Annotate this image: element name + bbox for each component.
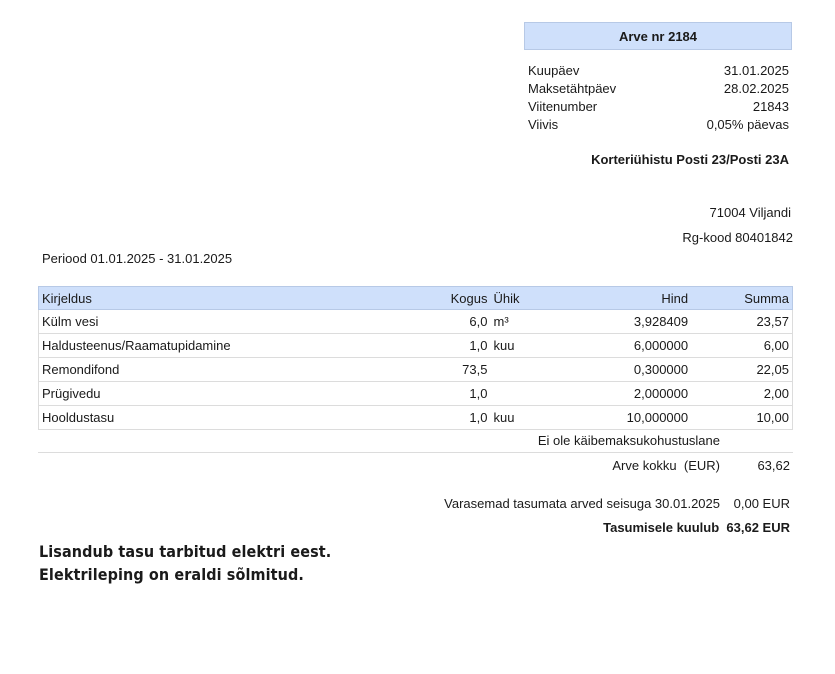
cell-description: Prügivedu bbox=[39, 382, 343, 406]
cell-description: Remondifond bbox=[39, 358, 343, 382]
divider bbox=[38, 452, 793, 453]
meta-row-reference bbox=[528, 98, 789, 116]
header-qty: Kogus bbox=[343, 287, 491, 310]
company-reg-code: Rg-kood 80401842 bbox=[682, 230, 793, 245]
electricity-note: Lisandub tasu tarbitud elektri eest. bbox=[39, 542, 332, 561]
cell-sum: 2,00 bbox=[691, 382, 792, 406]
cell-sum: 23,57 bbox=[691, 310, 792, 334]
cell-qty: 73,5 bbox=[343, 358, 491, 382]
cell-price: 2,000000 bbox=[551, 382, 691, 406]
cell-description: Hooldustasu bbox=[39, 406, 343, 430]
cell-qty: 6,0 bbox=[343, 310, 491, 334]
previous-unpaid-label: Varasemad tasumata arved seisuga 30.01.2025 bbox=[444, 496, 720, 511]
cell-price: 6,000000 bbox=[551, 334, 691, 358]
total-label: Arve kokku (EUR) bbox=[612, 458, 720, 473]
cell-qty: 1,0 bbox=[343, 406, 491, 430]
cell-price: 10,000000 bbox=[551, 406, 691, 430]
meta-value: 31.01.2025 bbox=[723, 63, 789, 78]
table-row bbox=[39, 406, 793, 430]
meta-row-penalty bbox=[528, 116, 789, 134]
cell-price: 3,928409 bbox=[551, 310, 691, 334]
vat-note: Ei ole käibemaksukohustuslane bbox=[537, 433, 720, 448]
header-unit: Ühik bbox=[490, 287, 551, 310]
company-city: 71004 Viljandi bbox=[709, 205, 791, 220]
billing-period: Periood 01.01.2025 - 31.01.2025 bbox=[42, 251, 233, 266]
table-row bbox=[39, 358, 793, 382]
cell-qty: 1,0 bbox=[343, 382, 491, 406]
meta-value: 28.02.2025 bbox=[723, 81, 789, 96]
meta-label: Viitenumber bbox=[528, 99, 598, 114]
cell-unit: kuu bbox=[490, 406, 551, 430]
cell-description: Haldusteenus/Raamatupidamine bbox=[39, 334, 343, 358]
cell-qty: 1,0 bbox=[343, 334, 491, 358]
meta-row-date bbox=[528, 62, 789, 80]
cell-price: 0,300000 bbox=[551, 358, 691, 382]
cell-unit bbox=[490, 358, 551, 382]
invoice-title: Arve nr 2184 bbox=[524, 22, 792, 50]
company-name: Korteriühistu Posti 23/Posti 23A bbox=[591, 152, 789, 167]
cell-unit: kuu bbox=[490, 334, 551, 358]
header-price: Hind bbox=[551, 287, 691, 310]
meta-row-due-date bbox=[528, 80, 789, 98]
table-row bbox=[39, 310, 793, 334]
table-row bbox=[39, 334, 793, 358]
previous-unpaid-value: 0,00 EUR bbox=[733, 496, 790, 511]
contract-note: Elektrileping on eraldi sõlmitud. bbox=[39, 565, 304, 584]
table-row bbox=[39, 382, 793, 406]
cell-sum: 6,00 bbox=[691, 334, 792, 358]
cell-sum: 10,00 bbox=[691, 406, 792, 430]
meta-value: 21843 bbox=[752, 99, 789, 114]
cell-unit bbox=[490, 382, 551, 406]
total-value: 63,62 bbox=[757, 458, 790, 473]
cell-unit: m³ bbox=[490, 310, 551, 334]
header-description: Kirjeldus bbox=[39, 287, 343, 310]
invoice-items-table bbox=[38, 286, 793, 430]
cell-description: Külm vesi bbox=[39, 310, 343, 334]
meta-label: Viivis bbox=[528, 117, 559, 132]
meta-value: 0,05% päevas bbox=[706, 117, 789, 132]
header-sum: Summa bbox=[691, 287, 792, 310]
meta-label: Kuupäev bbox=[528, 63, 580, 78]
amount-due: Tasumisele kuulub 63,62 EUR bbox=[603, 520, 790, 535]
table-header-row bbox=[39, 287, 793, 310]
meta-label: Maksetähtpäev bbox=[528, 81, 617, 96]
cell-sum: 22,05 bbox=[691, 358, 792, 382]
